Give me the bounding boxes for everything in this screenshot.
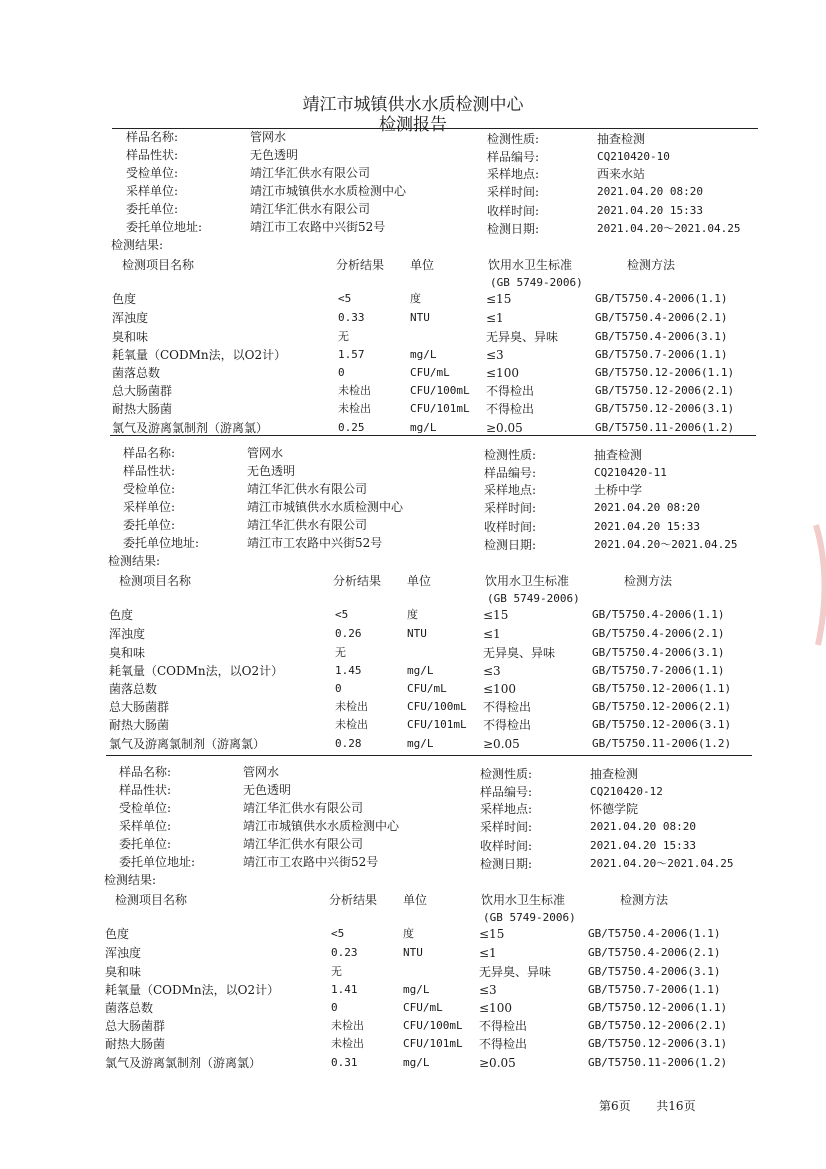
sample-property-value: 无色透明: [250, 148, 299, 162]
client-unit-value: 靖江华汇供水有限公司: [243, 837, 364, 851]
cell-standard: 不得检出: [479, 1037, 528, 1051]
sampling-unit-value: 靖江市城镇供水水质检测中心: [250, 184, 407, 198]
results-heading: 检测结果:: [104, 873, 157, 887]
column-method: 检测方法: [624, 574, 673, 588]
test-nature-label: 检测性质:: [487, 132, 540, 146]
cell-unit: mg/L: [410, 421, 437, 434]
sample-property-value: 无色透明: [243, 783, 292, 797]
sample-no-label: 样品编号:: [480, 785, 533, 799]
column-result: 分析结果: [329, 893, 378, 907]
cell-result: 0.25: [338, 421, 365, 434]
cell-result: 未检出: [331, 1019, 364, 1032]
sampling-time-value: 2021.04.20 08:20: [590, 820, 696, 833]
cell-item: 总大肠菌群: [105, 1019, 166, 1033]
column-item: 检测项目名称: [115, 893, 188, 907]
cell-method: GB/T5750.12-2006(3.1): [592, 718, 732, 731]
inspected-unit-value: 靖江华汇供水有限公司: [243, 801, 364, 815]
cell-unit: mg/L: [410, 348, 437, 361]
cell-item: 浑浊度: [105, 946, 142, 960]
cell-method: GB/T5750.7-2006(1.1): [592, 664, 725, 677]
cell-item: 浑浊度: [109, 627, 146, 641]
client-address-label: 委托单位地址:: [123, 536, 200, 550]
cell-method: GB/T5750.11-2006(1.2): [592, 737, 732, 750]
sample-section: [0, 316, 823, 751]
receive-time-label: 收样时间:: [480, 839, 533, 853]
column-unit: 单位: [407, 574, 432, 588]
sample-name-value: 管网水: [250, 130, 287, 144]
test-nature-label: 检测性质:: [480, 767, 533, 781]
cell-result: 0.28: [335, 737, 362, 750]
cell-unit: CFU/mL: [403, 1001, 443, 1014]
test-nature-value: 抽查检测: [590, 767, 639, 781]
red-stamp-fragment: [806, 520, 826, 650]
client-address-label: 委托单位地址:: [126, 220, 203, 234]
cell-item: 氯气及游离氯制剂（游离氯）: [109, 737, 266, 751]
cell-result: 1.57: [338, 348, 365, 361]
sample-name-label: 样品名称:: [123, 446, 176, 460]
sample-property-label: 样品性状:: [119, 783, 172, 797]
test-date-label: 检测日期:: [487, 222, 540, 236]
cell-unit: CFU/mL: [410, 366, 450, 379]
test-date-value: 2021.04.20～2021.04.25: [597, 222, 741, 235]
sample-no-value: CQ210420-11: [594, 466, 667, 479]
client-address-value: 靖江市工农路中兴街52号: [247, 536, 383, 550]
receive-time-value: 2021.04.20 15:33: [590, 839, 696, 852]
cell-item: 耗氧量（CODMn法，以O2计）: [109, 664, 284, 678]
sample-property-value: 无色透明: [247, 464, 296, 478]
inspected-unit-value: 靖江华汇供水有限公司: [247, 482, 368, 496]
cell-standard: 不得检出: [483, 718, 532, 732]
client-address-value: 靖江市工农路中兴街52号: [250, 220, 386, 234]
page-footer: [599, 1097, 696, 1114]
cell-standard: 无异臭、异味: [479, 965, 552, 979]
results-heading: 检测结果:: [111, 238, 164, 252]
cell-method: GB/T5750.12-2006(1.1): [592, 682, 732, 695]
cell-unit: CFU/100mL: [410, 384, 470, 397]
sample-property-label: 样品性状:: [126, 148, 179, 162]
page-total: 共16页: [656, 1099, 696, 1113]
cell-unit: NTU: [410, 311, 430, 324]
sampling-unit-value: 靖江市城镇供水水质检测中心: [247, 500, 404, 514]
cell-method: GB/T5750.4-2006(3.1): [595, 330, 728, 343]
cell-item: 臭和味: [105, 965, 142, 979]
cell-standard: ≥0.05: [479, 1056, 516, 1070]
column-item: 检测项目名称: [122, 258, 195, 272]
cell-method: GB/T5750.12-2006(1.1): [588, 1001, 728, 1014]
sampling-unit-value: 靖江市城镇供水水质检测中心: [243, 819, 400, 833]
cell-item: 氯气及游离氯制剂（游离氯）: [112, 421, 269, 435]
cell-item: 色度: [112, 292, 137, 306]
cell-unit: mg/L: [403, 1056, 430, 1069]
cell-standard: 不得检出: [486, 402, 535, 416]
report-subtitle: 检测报告: [379, 115, 447, 135]
sample-no-value: CQ210420-12: [590, 785, 663, 798]
cell-unit: CFU/mL: [407, 682, 447, 695]
sampling-time-value: 2021.04.20 08:20: [594, 501, 700, 514]
cell-result: 1.45: [335, 664, 362, 677]
test-nature-value: 抽查检测: [597, 132, 646, 146]
cell-method: GB/T5750.12-2006(2.1): [588, 1019, 728, 1032]
column-item: 检测项目名称: [119, 574, 192, 588]
cell-standard: 不得检出: [479, 1019, 528, 1033]
sampling-unit-label: 采样单位:: [126, 184, 179, 198]
cell-standard: ≤3: [483, 664, 501, 678]
client-unit-label: 委托单位:: [126, 202, 179, 216]
cell-result: 0.23: [331, 946, 358, 959]
cell-standard: ≤15: [486, 292, 512, 306]
cell-unit: mg/L: [403, 983, 430, 996]
cell-item: 臭和味: [109, 646, 146, 660]
cell-method: GB/T5750.11-2006(1.2): [595, 421, 735, 434]
column-standard-code: (GB 5749-2006): [483, 911, 576, 924]
cell-result: 0: [338, 366, 345, 379]
test-date-label: 检测日期:: [480, 857, 533, 871]
page-number: 第6页: [599, 1099, 631, 1113]
cell-item: 色度: [105, 927, 130, 941]
cell-unit: CFU/100mL: [407, 700, 467, 713]
cell-method: GB/T5750.12-2006(3.1): [588, 1037, 728, 1050]
cell-result: 1.41: [331, 983, 358, 996]
cell-method: GB/T5750.4-2006(2.1): [592, 627, 725, 640]
sampling-site-label: 采样地点:: [487, 167, 540, 181]
cell-method: GB/T5750.4-2006(3.1): [592, 646, 725, 659]
cell-method: GB/T5750.7-2006(1.1): [595, 348, 728, 361]
cell-method: GB/T5750.12-2006(2.1): [595, 384, 735, 397]
cell-item: 浑浊度: [112, 311, 149, 325]
cell-method: GB/T5750.4-2006(1.1): [595, 292, 728, 305]
sampling-site-label: 采样地点:: [484, 483, 537, 497]
cell-unit: mg/L: [407, 664, 434, 677]
cell-standard: 不得检出: [486, 384, 535, 398]
results-heading: 检测结果:: [108, 554, 161, 568]
column-standard-code: (GB 5749-2006): [490, 276, 583, 289]
cell-result: 未检出: [331, 1037, 364, 1050]
receive-time-value: 2021.04.20 15:33: [597, 204, 703, 217]
sample-name-label: 样品名称:: [126, 130, 179, 144]
cell-method: GB/T5750.4-2006(3.1): [588, 965, 721, 978]
cell-item: 耗氧量（CODMn法，以O2计）: [105, 983, 280, 997]
cell-item: 耐热大肠菌: [109, 718, 170, 732]
cell-method: GB/T5750.11-2006(1.2): [588, 1056, 728, 1069]
column-unit: 单位: [403, 893, 428, 907]
cell-result: 0: [335, 682, 342, 695]
test-nature-value: 抽查检测: [594, 448, 643, 462]
cell-item: 菌落总数: [105, 1001, 154, 1015]
client-address-label: 委托单位地址:: [119, 855, 196, 869]
cell-unit: mg/L: [407, 737, 434, 750]
cell-item: 耐热大肠菌: [112, 402, 173, 416]
test-nature-label: 检测性质:: [484, 448, 537, 462]
receive-time-value: 2021.04.20 15:33: [594, 520, 700, 533]
cell-method: GB/T5750.4-2006(2.1): [588, 946, 721, 959]
cell-unit: CFU/100mL: [403, 1019, 463, 1032]
client-unit-label: 委托单位:: [119, 837, 172, 851]
cell-standard: ≤15: [479, 927, 505, 941]
sample-no-label: 样品编号:: [484, 466, 537, 480]
cell-unit: 度: [410, 292, 421, 305]
column-standard-code: (GB 5749-2006): [487, 592, 580, 605]
column-unit: 单位: [410, 258, 435, 272]
cell-result: 0.31: [331, 1056, 358, 1069]
cell-method: GB/T5750.4-2006(1.1): [588, 927, 721, 940]
test-date-label: 检测日期:: [484, 538, 537, 552]
sampling-time-label: 采样时间:: [487, 185, 540, 199]
cell-unit: NTU: [403, 946, 423, 959]
column-standard: 饮用水卫生标准: [488, 258, 573, 272]
cell-item: 耗氧量（CODMn法，以O2计）: [112, 348, 287, 362]
cell-standard: 无异臭、异味: [483, 646, 556, 660]
sampling-time-value: 2021.04.20 08:20: [597, 185, 703, 198]
cell-standard: ≤1: [479, 946, 497, 960]
sampling-unit-label: 采样单位:: [123, 500, 176, 514]
column-method: 检测方法: [627, 258, 676, 272]
cell-standard: ≥0.05: [486, 421, 523, 435]
receive-time-label: 收样时间:: [484, 520, 537, 534]
cell-standard: ≤1: [486, 311, 504, 325]
cell-unit: 度: [403, 927, 414, 940]
cell-result: 无: [335, 646, 346, 659]
sample-section: [0, 635, 819, 1070]
cell-result: <5: [335, 608, 349, 621]
inspected-unit-label: 受检单位:: [126, 166, 179, 180]
cell-result: <5: [338, 292, 352, 305]
cell-standard: 无异臭、异味: [486, 330, 559, 344]
cell-standard: ≤1: [483, 627, 501, 641]
client-unit-value: 靖江华汇供水有限公司: [250, 202, 371, 216]
cell-unit: CFU/101mL: [407, 718, 467, 731]
cell-method: GB/T5750.4-2006(2.1): [595, 311, 728, 324]
sampling-site-value: 怀德学院: [590, 802, 639, 816]
cell-item: 色度: [109, 608, 134, 622]
inspected-unit-value: 靖江华汇供水有限公司: [250, 166, 371, 180]
sampling-time-label: 采样时间:: [480, 820, 533, 834]
cell-standard: ≥0.05: [483, 737, 520, 751]
sample-name-label: 样品名称:: [119, 765, 172, 779]
column-result: 分析结果: [333, 574, 382, 588]
test-date-value: 2021.04.20～2021.04.25: [590, 857, 734, 870]
cell-standard: 不得检出: [483, 700, 532, 714]
cell-method: GB/T5750.7-2006(1.1): [588, 983, 721, 996]
client-address-value: 靖江市工农路中兴街52号: [243, 855, 379, 869]
cell-method: GB/T5750.12-2006(1.1): [595, 366, 735, 379]
sampling-time-label: 采样时间:: [484, 501, 537, 515]
client-unit-label: 委托单位:: [123, 518, 176, 532]
cell-unit: CFU/101mL: [410, 402, 470, 415]
sample-name-value: 管网水: [243, 765, 280, 779]
inspected-unit-label: 受检单位:: [119, 801, 172, 815]
cell-unit: 度: [407, 608, 418, 621]
column-standard: 饮用水卫生标准: [485, 574, 570, 588]
cell-result: 未检出: [338, 402, 371, 415]
receive-time-label: 收样时间:: [487, 204, 540, 218]
column-result: 分析结果: [336, 258, 385, 272]
sample-property-label: 样品性状:: [123, 464, 176, 478]
cell-standard: ≤100: [483, 682, 516, 696]
cell-standard: ≤15: [483, 608, 509, 622]
cell-result: 未检出: [338, 384, 371, 397]
cell-item: 菌落总数: [109, 682, 158, 696]
sample-no-label: 样品编号:: [487, 150, 540, 164]
test-date-value: 2021.04.20～2021.04.25: [594, 538, 738, 551]
cell-result: 0: [331, 1001, 338, 1014]
cell-standard: ≤100: [486, 366, 519, 380]
report-title: 靖江市城镇供水水质检测中心: [302, 95, 524, 115]
cell-standard: ≤100: [479, 1001, 512, 1015]
cell-item: 总大肠菌群: [109, 700, 170, 714]
cell-result: 0.26: [335, 627, 362, 640]
sample-section: [0, 0, 826, 435]
cell-unit: CFU/101mL: [403, 1037, 463, 1050]
cell-item: 氯气及游离氯制剂（游离氯）: [105, 1056, 262, 1070]
cell-result: 未检出: [335, 700, 368, 713]
cell-item: 菌落总数: [112, 366, 161, 380]
sample-name-value: 管网水: [247, 446, 284, 460]
cell-standard: ≤3: [486, 348, 504, 362]
cell-result: 未检出: [335, 718, 368, 731]
column-method: 检测方法: [620, 893, 669, 907]
cell-method: GB/T5750.12-2006(3.1): [595, 402, 735, 415]
cell-result: 无: [338, 330, 349, 343]
sampling-site-value: 西来水站: [597, 167, 646, 181]
sample-no-value: CQ210420-10: [597, 150, 670, 163]
sampling-site-label: 采样地点:: [480, 802, 533, 816]
cell-result: <5: [331, 927, 345, 940]
cell-item: 耐热大肠菌: [105, 1037, 166, 1051]
cell-result: 0.33: [338, 311, 365, 324]
cell-item: 总大肠菌群: [112, 384, 173, 398]
cell-method: GB/T5750.4-2006(1.1): [592, 608, 725, 621]
cell-result: 无: [331, 965, 342, 978]
client-unit-value: 靖江华汇供水有限公司: [247, 518, 368, 532]
cell-item: 臭和味: [112, 330, 149, 344]
cell-standard: ≤3: [479, 983, 497, 997]
cell-unit: NTU: [407, 627, 427, 640]
column-standard: 饮用水卫生标准: [481, 893, 566, 907]
sampling-unit-label: 采样单位:: [119, 819, 172, 833]
inspected-unit-label: 受检单位:: [123, 482, 176, 496]
sampling-site-value: 土桥中学: [594, 483, 643, 497]
cell-method: GB/T5750.12-2006(2.1): [592, 700, 732, 713]
